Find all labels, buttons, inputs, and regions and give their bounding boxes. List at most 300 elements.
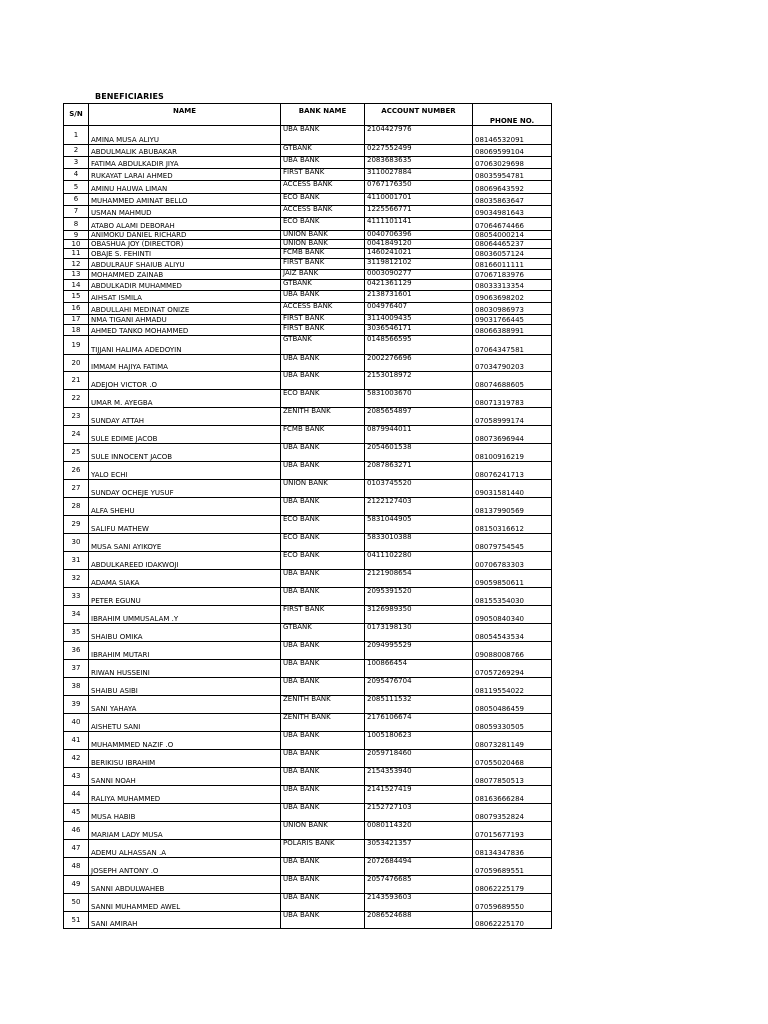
cell-account-number: 2152727103 <box>365 804 473 822</box>
cell-phone-no: 09031581440 <box>473 480 552 498</box>
cell-bank-name: FIRST BANK <box>281 169 365 181</box>
beneficiaries-table <box>63 103 552 929</box>
cell-sn: 34 <box>64 606 89 624</box>
cell-name: IMMAM HAJIYA FATIMA <box>89 355 281 372</box>
cell-phone-no: 08150316612 <box>473 516 552 534</box>
table-row <box>64 516 552 534</box>
cell-name: FATIMA ABDULKADIR JIYA <box>89 157 281 169</box>
cell-sn: 16 <box>64 303 89 315</box>
cell-bank-name: UBA BANK <box>281 126 365 145</box>
cell-name: JOSEPH ANTONY .O <box>89 858 281 876</box>
cell-bank-name: UBA BANK <box>281 291 365 303</box>
cell-bank-name: ZENITH BANK <box>281 408 365 426</box>
cell-account-number: 0227552499 <box>365 145 473 157</box>
table-row <box>64 750 552 768</box>
cell-account-number: 1005180623 <box>365 732 473 750</box>
cell-phone-no: 08036057124 <box>473 249 552 259</box>
cell-sn: 40 <box>64 714 89 732</box>
header-bank-name: BANK NAME <box>281 104 365 126</box>
table-row <box>64 462 552 480</box>
cell-name: SANI YAHAYA <box>89 696 281 714</box>
cell-name: USMAN MAHMUD <box>89 206 281 218</box>
cell-sn: 3 <box>64 157 89 169</box>
cell-phone-no: 07034790203 <box>473 355 552 372</box>
cell-name: ABDULKADIR MUHAMMED <box>89 280 281 291</box>
cell-bank-name: UBA BANK <box>281 355 365 372</box>
cell-sn: 43 <box>64 768 89 786</box>
cell-name: SULE INNOCENT JACOB <box>89 444 281 462</box>
cell-bank-name: UBA BANK <box>281 570 365 588</box>
cell-phone-no: 08166011111 <box>473 259 552 270</box>
cell-phone-no: 08076241713 <box>473 462 552 480</box>
cell-account-number: 4110001701 <box>365 194 473 206</box>
cell-bank-name: UNION BANK <box>281 822 365 840</box>
cell-bank-name: UBA BANK <box>281 768 365 786</box>
cell-sn: 22 <box>64 390 89 408</box>
cell-phone-no: 08163666284 <box>473 786 552 804</box>
cell-bank-name: FCMB BANK <box>281 249 365 259</box>
table-row <box>64 642 552 660</box>
cell-account-number: 3126989350 <box>365 606 473 624</box>
table-row <box>64 145 552 157</box>
cell-bank-name: FIRST BANK <box>281 325 365 336</box>
cell-bank-name: ZENITH BANK <box>281 696 365 714</box>
table-row <box>64 336 552 355</box>
cell-account-number: 2083683635 <box>365 157 473 169</box>
cell-phone-no: 09031766445 <box>473 315 552 325</box>
table-row <box>64 786 552 804</box>
table-row <box>64 570 552 588</box>
table-row <box>64 169 552 181</box>
cell-name: SUNDAY OCHEJE YUSUF <box>89 480 281 498</box>
cell-name: AIHSAT ISMILA <box>89 291 281 303</box>
cell-name: MOHAMMED ZAINAB <box>89 270 281 280</box>
cell-name: AHMED TANKO MOHAMMED <box>89 325 281 336</box>
cell-sn: 25 <box>64 444 89 462</box>
cell-phone-no: 08062225179 <box>473 876 552 894</box>
cell-bank-name: FCMB BANK <box>281 426 365 444</box>
table-row <box>64 249 552 259</box>
cell-account-number: 3114009435 <box>365 315 473 325</box>
cell-sn: 12 <box>64 259 89 270</box>
cell-name: SANNI ABDULWAHEB <box>89 876 281 894</box>
cell-name: IBRAHIM UMMUSALAM .Y <box>89 606 281 624</box>
cell-name: SULE EDIME JACOB <box>89 426 281 444</box>
cell-sn: 30 <box>64 534 89 552</box>
cell-bank-name: JAIZ BANK <box>281 270 365 280</box>
table-row <box>64 498 552 516</box>
cell-sn: 45 <box>64 804 89 822</box>
cell-account-number: 2087863271 <box>365 462 473 480</box>
cell-name: NMA TIGANI AHMADU <box>89 315 281 325</box>
table-row <box>64 444 552 462</box>
cell-name: RALIYA MUHAMMED <box>89 786 281 804</box>
cell-account-number: 0080114320 <box>365 822 473 840</box>
cell-account-number: 2121908654 <box>365 570 473 588</box>
cell-name: SANNI MUHAMMED AWEL <box>89 894 281 912</box>
table-row <box>64 678 552 696</box>
cell-account-number: 2085111532 <box>365 696 473 714</box>
cell-bank-name: UBA BANK <box>281 786 365 804</box>
cell-bank-name: ACCESS BANK <box>281 181 365 194</box>
cell-sn: 18 <box>64 325 89 336</box>
cell-phone-no: 08030986973 <box>473 303 552 315</box>
cell-name: YALO ECHI <box>89 462 281 480</box>
cell-account-number: 2122127403 <box>365 498 473 516</box>
cell-phone-no: 08066388991 <box>473 325 552 336</box>
cell-phone-no: 00706783303 <box>473 552 552 570</box>
cell-bank-name: GTBANK <box>281 336 365 355</box>
table-row <box>64 768 552 786</box>
table-row <box>64 426 552 444</box>
table-row <box>64 259 552 270</box>
table-row <box>64 804 552 822</box>
cell-phone-no: 08137990569 <box>473 498 552 516</box>
table-row <box>64 858 552 876</box>
cell-phone-no: 07067183976 <box>473 270 552 280</box>
cell-phone-no: 08035863647 <box>473 194 552 206</box>
cell-bank-name: ACCESS BANK <box>281 303 365 315</box>
cell-account-number: 2138731601 <box>365 291 473 303</box>
cell-name: IBRAHIM MUTARI <box>89 642 281 660</box>
cell-name: PETER EGUNU <box>89 588 281 606</box>
cell-phone-no: 08054000214 <box>473 231 552 240</box>
cell-name: ABDULLAHI MEDINAT ONIZE <box>89 303 281 315</box>
table-row <box>64 912 552 929</box>
cell-sn: 7 <box>64 206 89 218</box>
cell-sn: 6 <box>64 194 89 206</box>
cell-bank-name: ECO BANK <box>281 552 365 570</box>
cell-bank-name: ECO BANK <box>281 534 365 552</box>
cell-phone-no: 08035954781 <box>473 169 552 181</box>
cell-account-number: 2104427976 <box>365 126 473 145</box>
document-title: BENEFICIARIES <box>95 92 164 101</box>
cell-bank-name: ECO BANK <box>281 390 365 408</box>
cell-account-number: 2054601538 <box>365 444 473 462</box>
cell-bank-name: UBA BANK <box>281 858 365 876</box>
cell-sn: 41 <box>64 732 89 750</box>
cell-account-number: 3053421357 <box>365 840 473 858</box>
cell-name: ANIMOKU DANIEL RICHARD <box>89 231 281 240</box>
cell-bank-name: UNION BANK <box>281 240 365 249</box>
cell-bank-name: ACCESS BANK <box>281 206 365 218</box>
cell-account-number: 2153018972 <box>365 372 473 390</box>
cell-sn: 24 <box>64 426 89 444</box>
cell-bank-name: POLARIS BANK <box>281 840 365 858</box>
cell-account-number: 1460241021 <box>365 249 473 259</box>
cell-account-number: 3110027884 <box>365 169 473 181</box>
table-row <box>64 270 552 280</box>
cell-bank-name: UBA BANK <box>281 498 365 516</box>
cell-sn: 17 <box>64 315 89 325</box>
cell-phone-no: 08071319783 <box>473 390 552 408</box>
cell-bank-name: UBA BANK <box>281 750 365 768</box>
cell-name: MUSA SANI AYIKOYE <box>89 534 281 552</box>
cell-account-number: 2095476704 <box>365 678 473 696</box>
table-header-row <box>64 104 552 126</box>
cell-phone-no: 08050486459 <box>473 696 552 714</box>
cell-account-number: 2085654897 <box>365 408 473 426</box>
table-row <box>64 822 552 840</box>
cell-name: TIJJANI HALIMA ADEDOYIN <box>89 336 281 355</box>
cell-phone-no: 09088008766 <box>473 642 552 660</box>
cell-phone-no: 08054543534 <box>473 624 552 642</box>
cell-sn: 19 <box>64 336 89 355</box>
cell-sn: 9 <box>64 231 89 240</box>
cell-account-number: 0148566595 <box>365 336 473 355</box>
cell-bank-name: UBA BANK <box>281 642 365 660</box>
cell-phone-no: 07063029698 <box>473 157 552 169</box>
cell-bank-name: UBA BANK <box>281 444 365 462</box>
cell-account-number: 0041849120 <box>365 240 473 249</box>
table-row <box>64 390 552 408</box>
table-body <box>64 126 552 929</box>
cell-bank-name: UBA BANK <box>281 678 365 696</box>
cell-name: AISHETU SANI <box>89 714 281 732</box>
cell-name: MARIAM LADY MUSA <box>89 822 281 840</box>
cell-phone-no: 07015677193 <box>473 822 552 840</box>
cell-sn: 46 <box>64 822 89 840</box>
cell-account-number: 004976407 <box>365 303 473 315</box>
cell-account-number: 0879944011 <box>365 426 473 444</box>
table-row <box>64 552 552 570</box>
cell-sn: 42 <box>64 750 89 768</box>
cell-sn: 28 <box>64 498 89 516</box>
cell-sn: 14 <box>64 280 89 291</box>
table-row <box>64 280 552 291</box>
cell-phone-no: 08077850513 <box>473 768 552 786</box>
cell-phone-no: 08073696944 <box>473 426 552 444</box>
table-row <box>64 194 552 206</box>
cell-bank-name: ZENITH BANK <box>281 714 365 732</box>
cell-bank-name: UBA BANK <box>281 462 365 480</box>
table-row <box>64 218 552 231</box>
cell-name: ADAMA SIAKA <box>89 570 281 588</box>
cell-sn: 21 <box>64 372 89 390</box>
cell-bank-name: ECO BANK <box>281 516 365 534</box>
cell-name: ATABO ALAMI DEBORAH <box>89 218 281 231</box>
table-row <box>64 126 552 145</box>
cell-phone-no: 08074688605 <box>473 372 552 390</box>
table-row <box>64 876 552 894</box>
cell-bank-name: UNION BANK <box>281 480 365 498</box>
cell-account-number: 0003090277 <box>365 270 473 280</box>
cell-name: SANNI NOAH <box>89 768 281 786</box>
cell-sn: 35 <box>64 624 89 642</box>
cell-phone-no: 08059330505 <box>473 714 552 732</box>
cell-sn: 23 <box>64 408 89 426</box>
cell-name: ALFA SHEHU <box>89 498 281 516</box>
table-row <box>64 840 552 858</box>
header-sn: S/N <box>64 104 89 126</box>
cell-phone-no: 07057269294 <box>473 660 552 678</box>
table-row <box>64 714 552 732</box>
cell-account-number: 100866454 <box>365 660 473 678</box>
cell-name: MUHAMMMED NAZIF .O <box>89 732 281 750</box>
cell-bank-name: UBA BANK <box>281 372 365 390</box>
table-row <box>64 660 552 678</box>
table-row <box>64 315 552 325</box>
table-row <box>64 408 552 426</box>
cell-account-number: 0040706396 <box>365 231 473 240</box>
cell-sn: 15 <box>64 291 89 303</box>
cell-account-number: 2143593603 <box>365 894 473 912</box>
table-row <box>64 181 552 194</box>
cell-bank-name: UNION BANK <box>281 231 365 240</box>
cell-bank-name: FIRST BANK <box>281 315 365 325</box>
cell-name: UMAR M. AYEGBA <box>89 390 281 408</box>
cell-phone-no: 07064347581 <box>473 336 552 355</box>
table-row <box>64 325 552 336</box>
cell-sn: 8 <box>64 218 89 231</box>
table-row <box>64 355 552 372</box>
cell-sn: 20 <box>64 355 89 372</box>
cell-bank-name: UBA BANK <box>281 876 365 894</box>
cell-sn: 38 <box>64 678 89 696</box>
cell-account-number: 3036546171 <box>365 325 473 336</box>
cell-sn: 49 <box>64 876 89 894</box>
cell-name: ADEJOH VICTOR .O <box>89 372 281 390</box>
cell-bank-name: ECO BANK <box>281 194 365 206</box>
cell-sn: 11 <box>64 249 89 259</box>
table-row <box>64 291 552 303</box>
cell-phone-no: 07055020468 <box>473 750 552 768</box>
cell-name: MUHAMMED AMINAT BELLO <box>89 194 281 206</box>
cell-name: ABDULMALIK ABUBAKAR <box>89 145 281 157</box>
cell-sn: 29 <box>64 516 89 534</box>
cell-bank-name: UBA BANK <box>281 804 365 822</box>
cell-sn: 10 <box>64 240 89 249</box>
cell-sn: 36 <box>64 642 89 660</box>
cell-sn: 47 <box>64 840 89 858</box>
table-row <box>64 588 552 606</box>
cell-sn: 44 <box>64 786 89 804</box>
cell-phone-no: 08069599104 <box>473 145 552 157</box>
cell-account-number: 0103745520 <box>365 480 473 498</box>
cell-name: MUSA HABIB <box>89 804 281 822</box>
header-phone-no: PHONE NO. <box>473 104 552 126</box>
cell-account-number: 0411102280 <box>365 552 473 570</box>
cell-account-number: 2154353940 <box>365 768 473 786</box>
cell-name: RIWAN HUSSEINI <box>89 660 281 678</box>
cell-account-number: 0421361129 <box>365 280 473 291</box>
cell-sn: 5 <box>64 181 89 194</box>
cell-sn: 32 <box>64 570 89 588</box>
cell-sn: 27 <box>64 480 89 498</box>
cell-account-number: 2072684494 <box>365 858 473 876</box>
cell-name: ABDULRAUF SHAIUB ALIYU <box>89 259 281 270</box>
table-row <box>64 480 552 498</box>
cell-account-number: 3119812102 <box>365 259 473 270</box>
cell-phone-no: 08073281149 <box>473 732 552 750</box>
cell-bank-name: FIRST BANK <box>281 259 365 270</box>
cell-sn: 4 <box>64 169 89 181</box>
cell-name: SHAIBU OMIKA <box>89 624 281 642</box>
cell-name: ADEMU ALHASSAN .A <box>89 840 281 858</box>
cell-bank-name: FIRST BANK <box>281 606 365 624</box>
cell-bank-name: UBA BANK <box>281 894 365 912</box>
cell-account-number: 2057476685 <box>365 876 473 894</box>
cell-account-number: 2095391520 <box>365 588 473 606</box>
cell-phone-no: 08062225170 <box>473 912 552 929</box>
table-row <box>64 240 552 249</box>
cell-account-number: 1225566771 <box>365 206 473 218</box>
cell-bank-name: GTBANK <box>281 280 365 291</box>
cell-account-number: 2059718460 <box>365 750 473 768</box>
cell-name: SANI AMIRAH <box>89 912 281 929</box>
cell-phone-no: 08033313354 <box>473 280 552 291</box>
cell-account-number: 2002276696 <box>365 355 473 372</box>
cell-phone-no: 09059850611 <box>473 570 552 588</box>
cell-name: ABDULKAREED IDAKWOJI <box>89 552 281 570</box>
cell-phone-no: 08155354030 <box>473 588 552 606</box>
table-row <box>64 534 552 552</box>
cell-bank-name: UBA BANK <box>281 732 365 750</box>
cell-account-number: 2176106674 <box>365 714 473 732</box>
cell-account-number: 5831044905 <box>365 516 473 534</box>
cell-phone-no: 08119554022 <box>473 678 552 696</box>
cell-phone-no: 08064465237 <box>473 240 552 249</box>
cell-account-number: 2086524688 <box>365 912 473 929</box>
cell-phone-no: 08079754545 <box>473 534 552 552</box>
cell-phone-no: 08079352824 <box>473 804 552 822</box>
cell-name: AMINU HAUWA LIMAN <box>89 181 281 194</box>
cell-phone-no: 08146532091 <box>473 126 552 145</box>
table-row <box>64 231 552 240</box>
table-row <box>64 157 552 169</box>
cell-phone-no: 09034981643 <box>473 206 552 218</box>
cell-sn: 37 <box>64 660 89 678</box>
cell-sn: 48 <box>64 858 89 876</box>
cell-bank-name: UBA BANK <box>281 157 365 169</box>
cell-bank-name: UBA BANK <box>281 588 365 606</box>
table-row <box>64 732 552 750</box>
cell-account-number: 0173198130 <box>365 624 473 642</box>
table-row <box>64 606 552 624</box>
cell-name: BERIKISU IBRAHIM <box>89 750 281 768</box>
cell-phone-no: 09050840340 <box>473 606 552 624</box>
cell-bank-name: ECO BANK <box>281 218 365 231</box>
cell-name: SUNDAY ATTAH <box>89 408 281 426</box>
cell-account-number: 2094995529 <box>365 642 473 660</box>
cell-bank-name: GTBANK <box>281 624 365 642</box>
cell-phone-no: 08134347836 <box>473 840 552 858</box>
cell-sn: 33 <box>64 588 89 606</box>
cell-phone-no: 07058999174 <box>473 408 552 426</box>
table-row <box>64 206 552 218</box>
cell-name: SALIFU MATHEW <box>89 516 281 534</box>
cell-sn: 26 <box>64 462 89 480</box>
header-name: NAME <box>89 104 281 126</box>
table-row <box>64 372 552 390</box>
header-account-number: ACCOUNT NUMBER <box>365 104 473 126</box>
cell-account-number: 5831003670 <box>365 390 473 408</box>
table-row <box>64 894 552 912</box>
cell-account-number: 5833010388 <box>365 534 473 552</box>
cell-bank-name: UBA BANK <box>281 660 365 678</box>
cell-phone-no: 07064674466 <box>473 218 552 231</box>
table-row <box>64 303 552 315</box>
cell-phone-no: 09063698202 <box>473 291 552 303</box>
cell-sn: 31 <box>64 552 89 570</box>
cell-phone-no: 07059689550 <box>473 894 552 912</box>
cell-name: OBASHUA JOY (DIRECTOR) <box>89 240 281 249</box>
cell-bank-name: GTBANK <box>281 145 365 157</box>
cell-sn: 13 <box>64 270 89 280</box>
cell-account-number: 2141527419 <box>365 786 473 804</box>
cell-name: SHAIBU ASIBI <box>89 678 281 696</box>
cell-sn: 39 <box>64 696 89 714</box>
